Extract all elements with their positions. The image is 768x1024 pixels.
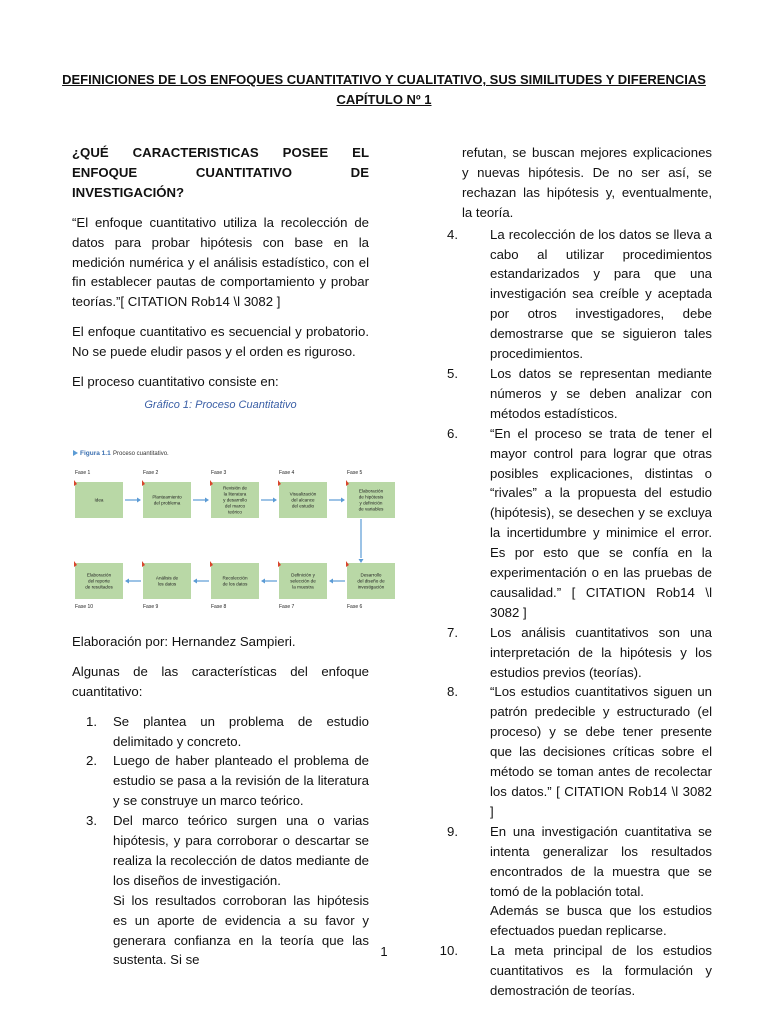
process-box-label: del problema: [153, 500, 181, 506]
flow-arrowhead: [125, 578, 129, 583]
process-box-label: Análisis de: [155, 575, 179, 581]
list-item-number: 2.: [86, 753, 97, 769]
list-item-9-continuation: Además se busca que los estudios efectuados puedan replicarse.: [490, 903, 712, 939]
flow-arrowhead: [341, 497, 345, 502]
phase-label: Fase 5: [347, 469, 363, 476]
process-box-label: del marco: [224, 503, 246, 509]
left-column: [72, 143, 385, 970]
section-question: ¿QUÉ CARACTERISTICAS POSEE EL ENFOQUE CUANTITATIVO DE INVESTIGACIÓN?: [72, 145, 369, 200]
paragraph-definition: “El enfoque cuantitativo utiliza la recolección de datos para probar hipótesis con base en la medición numérica y el análisis estadístico, con el fin establecer pautas de comportamiento y probar teorías.”[ CITATION Rob14 \l 3082 ]: [72, 214, 369, 310]
process-box-label: del reporte: [88, 578, 110, 584]
phase-label: Fase 10: [75, 603, 94, 610]
list-item-number: 1.: [86, 713, 97, 729]
list-item: [447, 364, 712, 424]
process-box-label: Elaboración: [86, 572, 112, 578]
process-box-label: de variables: [358, 506, 384, 512]
process-box-label: de los datos: [222, 581, 248, 587]
process-box-label: Visualización: [289, 491, 317, 497]
list-item-text: Los datos se representan mediante números y se deben analizar con métodos estadísticos.: [490, 365, 712, 421]
list-item: [447, 424, 712, 623]
list-item-number: 10.: [439, 943, 458, 959]
list-item-number: 4.: [447, 226, 458, 242]
process-box-label: la literatura: [223, 491, 247, 497]
list-item-text: En una investigación cuantitativa se intenta generalizar los resultados encontrados de la muestra que se tomó de la población total.: [490, 823, 712, 899]
phase-label: Fase 8: [211, 603, 227, 610]
flow-arrowhead: [193, 578, 197, 583]
page-number: 1: [380, 944, 388, 959]
process-box-label: de hipótesis: [358, 494, 384, 500]
process-box-label: y desarrollo: [223, 497, 247, 503]
process-figure: [71, 420, 385, 620]
list-item: [447, 623, 712, 683]
figure-source: Elaboración por: Hernandez Sampieri.: [72, 633, 296, 649]
list-item-number: 6.: [447, 425, 458, 441]
process-box-label: teórico: [228, 509, 242, 515]
paragraph-sequential: El enfoque cuantitativo es secuencial y probatorio. No se puede eludir pasos y el orden es riguroso.: [72, 324, 369, 360]
document-title: [60, 70, 708, 110]
process-box-label: investigación: [357, 584, 385, 590]
list-item-text: “En el proceso se trata de tener el mayor control para lograr que otras posibles explicaciones, distintas o “rivales” a la propuesta del estudio (hipótesis), se desechen y se excluya la incertidumbre y minimice el error. Es por esto que se confía en la experimentación o en las pruebas de causalidad.” [ CITATION Rob14 \l 3082 ]: [490, 425, 712, 620]
list-item: [447, 822, 712, 941]
process-box-label: del estudio: [291, 503, 315, 509]
down-connector: [359, 519, 364, 563]
list-item: [86, 712, 369, 752]
process-box-label: Idea: [94, 497, 104, 503]
list-item: [447, 225, 712, 364]
figure-header-label: Figura 1.1: [80, 449, 111, 457]
list-item-3-continuation-right: refutan, se buscan mejores explicaciones y nuevas hipótesis. De no ser así, se rechazan las hipótesis y, eventualmente, la teoría.: [462, 145, 712, 220]
list-item-number: 9.: [447, 823, 458, 839]
process-box-label: Planteamiento: [152, 494, 182, 500]
paragraph-process-intro: El proceso cuantitativo consiste en:: [72, 374, 279, 390]
title-line-1: DEFINICIONES DE LOS ENFOQUES CUANTITATIVO Y CUALITATIVO, SUS SIMILITUDES Y DIFERENCIAS: [62, 72, 706, 87]
paragraph-characteristics-intro: Algunas de las características del enfoque cuantitativo:: [72, 663, 369, 699]
process-box-label: del alcance: [291, 497, 315, 503]
process-box-label: selección de: [290, 578, 316, 584]
list-item-number: 5.: [447, 365, 458, 381]
figure-header-sub: Proceso cuantitativo.: [113, 450, 169, 457]
list-item-text: Se plantea un problema de estudio delimitado y concreto.: [113, 713, 369, 749]
process-box-label: Definición y: [291, 572, 315, 578]
list-item-number: 8.: [447, 684, 458, 700]
list-item: [447, 682, 712, 821]
list-item-text: Del marco teórico surgen una o varias hipótesis, y para corroborar o descartar se realiza la recolección de datos mediante de los diseños de investigación.: [113, 813, 369, 888]
connector-arrowhead: [359, 559, 364, 563]
right-column: [434, 143, 712, 1001]
list-item-3-continuation: Si los resultados corroboran las hipótesis es un aporte de evidencia a su favor y generara confianza en la teoría que las sustenta. Si se: [113, 892, 369, 968]
list-item-text: La meta principal de los estudios cuantitativos es la formulación y demostración de teorías.: [490, 943, 712, 999]
phase-label: Fase 9: [143, 603, 159, 610]
characteristics-list-right: [439, 225, 712, 1001]
figure-caption: Gráfico 1: Proceso Cuantitativo: [144, 398, 297, 411]
process-box-label: de resultados: [85, 584, 113, 590]
list-item: [86, 751, 369, 811]
phase-label: Fase 4: [279, 469, 295, 476]
list-item-text: La recolección de los datos se lleva a cabo al utilizar procedimientos estandarizados y para que una investigación sea creíble y aceptada por otros investigadores, debe demostrarse que se siguieron tales procedimientos.: [490, 226, 712, 362]
phase-label: Fase 1: [75, 469, 91, 476]
characteristics-list-left: [86, 712, 369, 891]
list-item-text: “Los estudios cuantitativos siguen un patrón predecible y estructurado (el proceso) y se debe tener presente que las decisiones críticas sobre el método se toman antes de recolectar los datos.” [ CITATION Rob14 \l 3082 ]: [490, 684, 712, 819]
flow-arrowhead: [261, 578, 265, 583]
flow-arrowhead: [137, 497, 141, 502]
flow-arrowhead: [205, 497, 209, 502]
phase-label: Fase 3: [211, 469, 227, 476]
phase-label: Fase 7: [279, 603, 295, 610]
flow-arrowhead: [273, 497, 277, 502]
list-item: [86, 811, 369, 891]
list-item-number: 3.: [86, 813, 97, 829]
flow-arrowhead: [329, 578, 333, 583]
bottom-row: [74, 561, 395, 610]
process-diagram: [71, 420, 385, 620]
phase-label: Fase 2: [143, 469, 159, 476]
process-box-label: Revisión de: [222, 485, 248, 491]
process-box-label: Desarrollo: [360, 572, 382, 578]
process-box-label: Elaboración: [358, 488, 384, 494]
process-box-label: los datos: [157, 581, 177, 587]
figure-header-marker: [73, 450, 78, 456]
process-box-label: la muestra: [292, 584, 314, 590]
process-box-label: Recolección: [222, 575, 248, 581]
phase-label: Fase 6: [347, 603, 363, 610]
list-item-number: 7.: [447, 624, 458, 640]
process-box-label: del diseño de: [357, 578, 385, 584]
title-line-2: CAPÍTULO Nº 1: [336, 92, 432, 107]
list-item-text: Los análisis cuantitativos son una interpretación de la hipótesis y los estudios previos (teorías).: [490, 624, 712, 680]
process-box-label: y definición: [359, 500, 383, 506]
top-row: [74, 470, 395, 518]
list-item-text: Luego de haber planteado el problema de estudio se pasa a la revisión de la literatura y se construye un marco teórico.: [113, 753, 369, 809]
figure-header: [73, 450, 169, 457]
